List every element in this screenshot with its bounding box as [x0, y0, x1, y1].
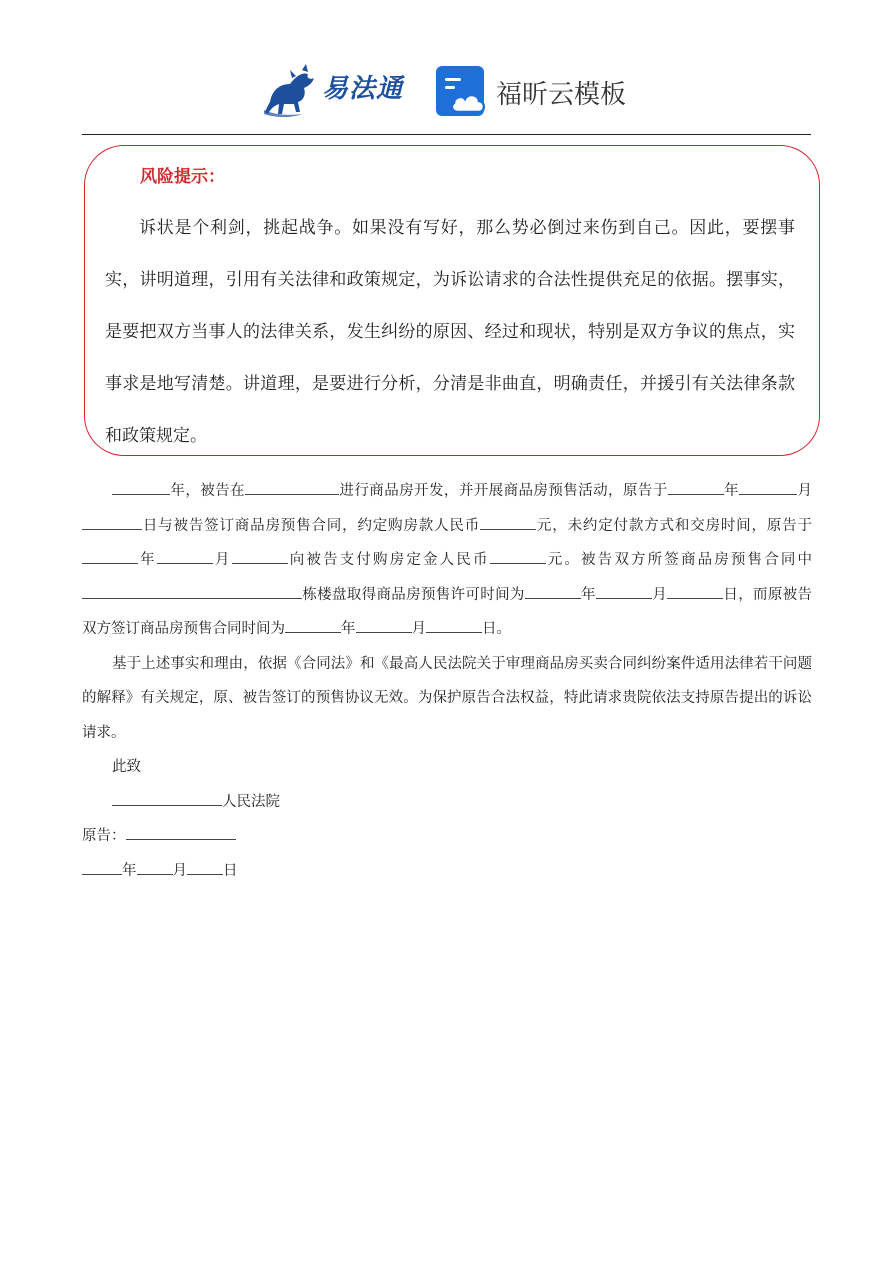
risk-warning-box — [84, 145, 820, 456]
fuxin-logo — [436, 66, 636, 118]
risk-title: 风险提示： — [140, 167, 225, 187]
court-line: 人民法院 — [82, 785, 812, 820]
logo1-text: 易法通 — [322, 74, 404, 104]
reasons-paragraph: 基于上述事实和理由，依据《合同法》和《最高人民法院关于审理商品房买卖合同纠纷案件适用法律若干问题的解释》有关规定，原、被告签订的预售协议无效。为保护原告合法权益，特此请求贵院依法支持原告提出的诉讼请求。 — [82, 655, 812, 741]
complaint-document — [82, 474, 812, 888]
logo2-text: 福昕云模板 — [496, 80, 627, 110]
horse-logo-icon — [262, 62, 322, 118]
date-line: 年 月 日 — [82, 854, 812, 889]
page-header — [0, 0, 893, 136]
facts-paragraph: 年，被告在 进行商品房开发，并开展商品房预售活动，原告于 年 月日与被告签订商品房预售合同，约定购房款人民币 元，未约定付款方式和交房时间，原告于年 月 向被告支付购房定金人民币 元。被告双方所签商品房预售合同中栋楼盘取得商品房预售许可时间为 年 月 日，而原被告双方签订商品房预售合同时间为 年 月 日。 — [82, 474, 812, 647]
header-rule — [82, 134, 811, 135]
yifatong-logo — [262, 62, 412, 118]
plaintiff-line: 原告： — [82, 819, 812, 854]
cloud-document-icon — [436, 66, 488, 118]
risk-body: 诉状是个利剑，挑起战争。如果没有写好，那么势必倒过来伤到自己。因此，要摆事实，讲明道理，引用有关法律和政策规定，为诉讼请求的合法性提供充足的依据。摆事实，是要把双方当事人的法律关系，发生纠纷的原因、经过和现状，特别是双方争议的焦点，实事求是地写清楚。讲道理，是要进行分析，分清是非曲直，明确责任，并援引有关法律条款和政策规定。 — [105, 218, 795, 446]
salutation: 此致 — [112, 759, 141, 775]
